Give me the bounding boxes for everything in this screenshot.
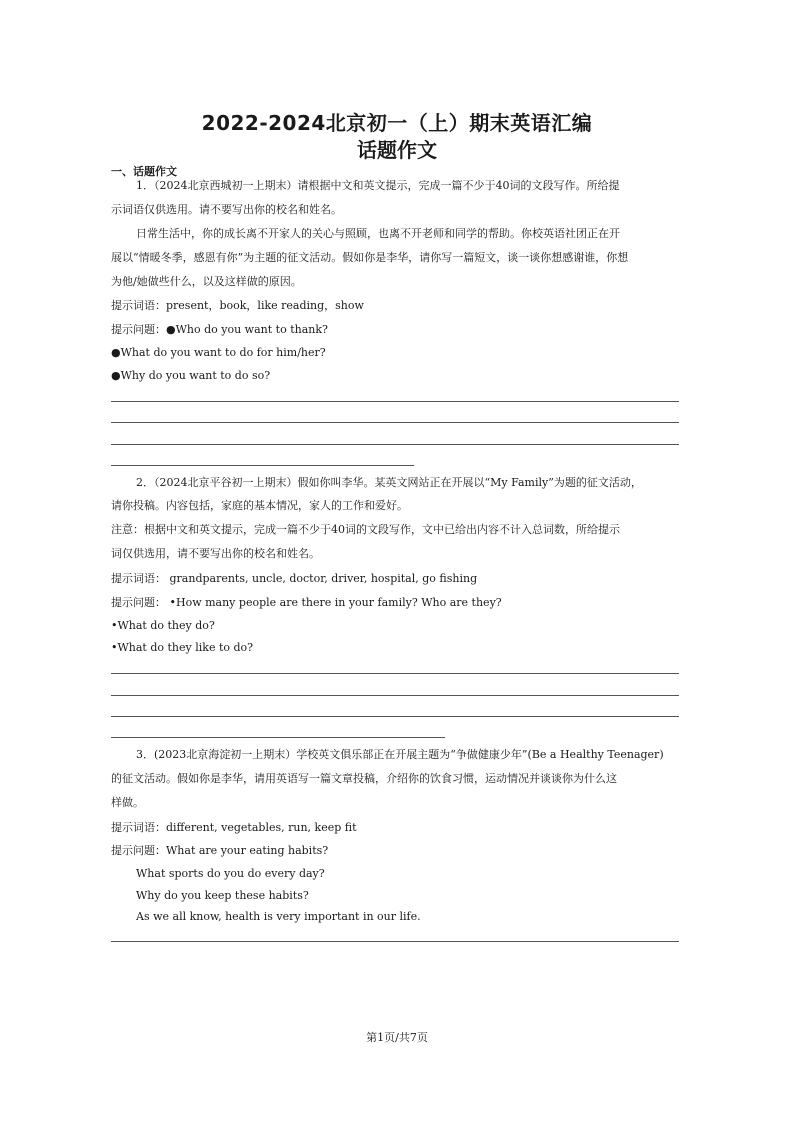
q1-scenario-line: 展以“情暖冬季，感恩有你”为主题的征文活动。假如你是李华，请你写一篇短文，谈一谈你想感谢谁，你想 — [111, 251, 629, 264]
q2-note-line: 词仅供选用，请不要写出你的校名和姓名。 — [111, 547, 320, 560]
q1-scenario-line: 为他/她做些什么，以及这样做的原因。 — [111, 275, 302, 288]
q3-hint-question: What sports do you do every day? — [136, 867, 325, 880]
q3-hint-question: As we all know, health is very important in our life. — [136, 910, 421, 923]
q3-hint-question: 提示问题：What are your eating habits? — [111, 844, 329, 857]
q2-hint-question: •What do they do? — [111, 619, 215, 632]
q1-answer-line[interactable] — [111, 444, 679, 445]
q2-hint-words: 提示词语： grandparents, uncle, doctor, driver, hospital, go fishing — [111, 572, 478, 585]
q3-prompt-line: 样做。 — [111, 796, 144, 809]
q1-scenario-line: 日常生活中，你的成长离不开家人的关心与照顾，也离不开老师和同学的帮助。你校英语社团正在开 — [136, 227, 620, 240]
q1-answer-line[interactable] — [111, 401, 679, 402]
q2-answer-line[interactable] — [111, 695, 679, 696]
q2-answer-line[interactable] — [111, 716, 679, 717]
q2-answer-line[interactable] — [111, 737, 445, 738]
q3-prompt-line: 3．(2023北京海淀初一上期末）学校英文俱乐部正在开展主题为“争做健康少年”(Be a Healthy Teenager) — [136, 748, 664, 761]
q2-note-line: 注意：根据中文和英文提示，完成一篇不少于40词的文段写作，文中已给出内容不计入总词数，所给提示 — [111, 523, 620, 536]
q2-answer-line[interactable] — [111, 673, 679, 674]
q1-answer-line[interactable] — [111, 422, 679, 423]
q1-hint-question: 提示问题：●Who do you want to thank? — [111, 323, 328, 336]
q1-prompt-line: 示词语仅供选用。请不要写出你的校名和姓名。 — [111, 203, 342, 216]
q3-prompt-line: 的征文活动。假如你是李华，请用英语写一篇文章投稿，介绍你的饮食习惯，运动情况并谈谈你为什么这 — [111, 772, 617, 785]
q1-hint-words: 提示词语：present，book，like reading，show — [111, 299, 364, 312]
section-heading: 一、话题作文 — [111, 165, 177, 178]
page-footer: 第1页/共7页 — [366, 1031, 428, 1044]
q1-hint-question: ●Why do you want to do so? — [111, 369, 271, 382]
q2-hint-question: •What do they like to do? — [111, 641, 254, 654]
document-subtitle: 话题作文 — [357, 138, 437, 162]
q1-prompt-line: 1．（2024北京西城初一上期末）请根据中文和英文提示，完成一篇不少于40词的文段写作。所给提 — [136, 179, 620, 192]
q2-prompt-line: 2．（2024北京平谷初一上期末）假如你叫李华。某英文网站正在开展以“My Family”为题的征文活动， — [136, 476, 642, 489]
document-title: 2022-2024北京初一（上）期末英语汇编 — [201, 111, 593, 135]
q3-answer-line[interactable] — [111, 941, 679, 942]
q2-prompt-line: 请你投稿。内容包括，家庭的基本情况，家人的工作和爱好。 — [111, 499, 408, 512]
q1-hint-question: ●What do you want to do for him/her? — [111, 346, 326, 359]
q1-answer-line[interactable] — [111, 465, 414, 466]
q2-hint-question: 提示问题： •How many people are there in your family? Who are they? — [111, 596, 502, 609]
q3-hint-question: Why do you keep these habits? — [136, 889, 309, 902]
q3-hint-words: 提示词语：different, vegetables, run, keep fit — [111, 821, 357, 834]
